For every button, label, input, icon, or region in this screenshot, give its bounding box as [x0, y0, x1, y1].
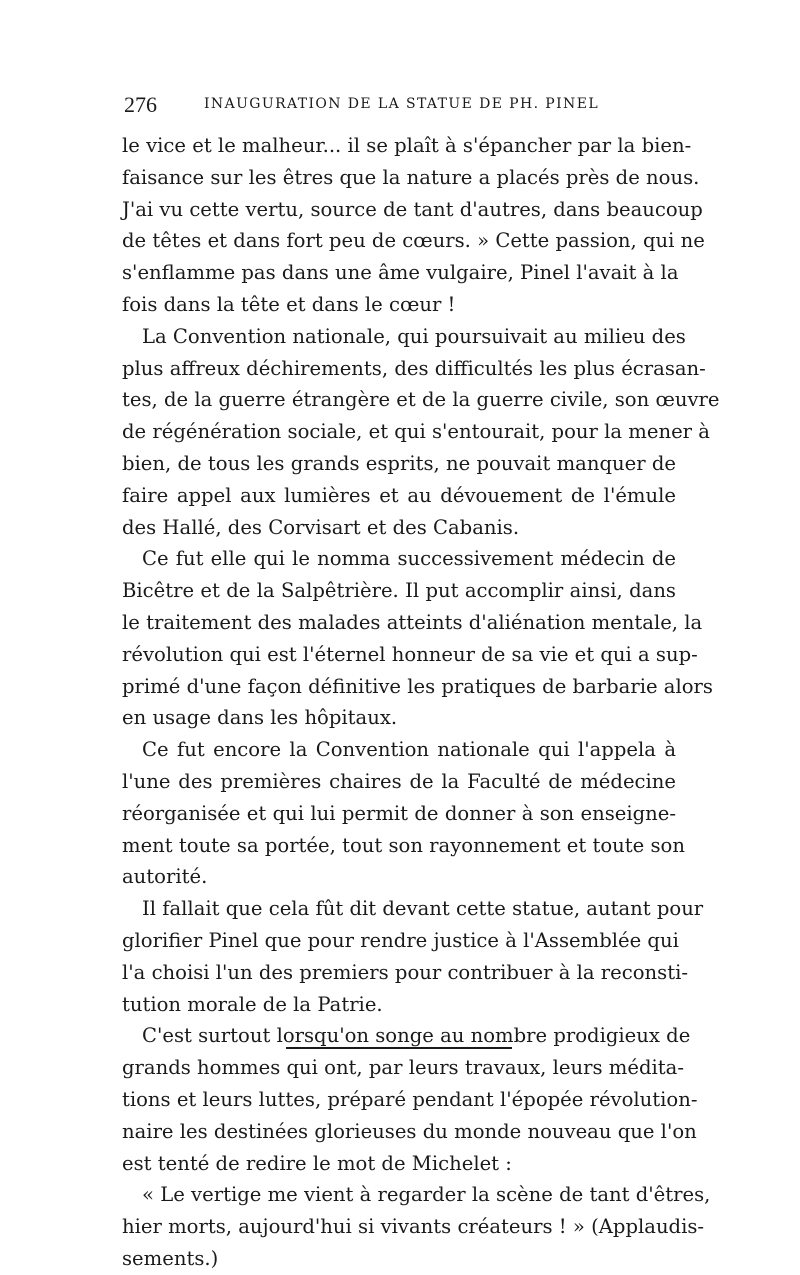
body-text	[122, 130, 720, 1275]
text-line: de têtes et dans fort peu de cœurs. » Cette passion, qui ne	[122, 229, 705, 253]
text-line: Ce fut encore la Convention nationale qui l'appela à	[142, 738, 676, 762]
text-line: Bicêtre et de la Salpêtrière. Il put accomplir ainsi, dans	[122, 579, 676, 603]
text-line: le traitement des malades atteints d'aliénation mentale, la	[122, 610, 703, 634]
text-line: glorifier Pinel que pour rendre justice à l'Assemblée qui	[122, 928, 679, 952]
text-line: grands hommes qui ont, par leurs travaux, leurs médita-	[122, 1056, 684, 1080]
text-line: en usage dans les hôpitaux.	[122, 706, 398, 730]
page-number: 276	[124, 92, 157, 117]
running-title: INAUGURATION DE LA STATUE DE PH. PINEL	[204, 96, 600, 112]
text-line: naire les destinées glorieuses du monde nouveau que l'on	[122, 1119, 697, 1143]
text-line: le vice et le malheur... il se plaît à s'épancher par la bien-	[122, 134, 692, 157]
text-line: C'est surtout lorsqu'on songe au nombre prodigieux de	[142, 1024, 691, 1048]
text-line: sements.)	[122, 1246, 219, 1270]
text-line: primé d'une façon définitive les pratiques de barbarie alors	[122, 674, 713, 698]
text-line: l'a choisi l'un des premiers pour contribuer à la reconsti-	[122, 960, 688, 984]
text-line: « Le vertige me vient à regarder la scène de tant d'êtres,	[142, 1183, 711, 1207]
text-line: l'une des premières chaires de la Faculté de médecine	[122, 769, 676, 793]
text-line: réorganisée et qui lui permit de donner à son enseigne-	[122, 801, 676, 825]
text-line: de régénération sociale, et qui s'entourait, pour la mener à	[122, 420, 710, 444]
text-line: tution morale de la Patrie.	[122, 992, 383, 1016]
text-line: faisance sur les êtres que la nature a placés près de nous.	[122, 165, 700, 189]
text-line: ment toute sa portée, tout son rayonnement et toute son	[122, 833, 685, 857]
text-line: faire appel aux lumières et au dévouement de l'émule	[122, 483, 676, 507]
text-line: révolution qui est l'éternel honneur de sa vie et qui a sup-	[122, 642, 698, 666]
text-line: Ce fut elle qui le nomma successivement médecin de	[142, 547, 676, 571]
text-line: hier morts, aujourd'hui si vivants créateurs ! » (Applaudis-	[122, 1215, 705, 1239]
text-line: des Hallé, des Corvisart et des Cabanis.	[122, 515, 520, 539]
text-line: Il fallait que cela fût dit devant cette statue, autant pour	[142, 897, 704, 921]
text-line: s'enflamme pas dans une âme vulgaire, Pinel l'avait à la	[122, 261, 679, 285]
text-line: autorité.	[122, 865, 208, 889]
text-line: fois dans la tête et dans le cœur !	[122, 292, 456, 316]
running-head	[124, 92, 672, 120]
text-line: tes, de la guerre étrangère et de la guerre civile, son œuvre	[122, 388, 720, 412]
text-line: est tenté de redire le mot de Michelet :	[122, 1151, 512, 1175]
text-line: J'ai vu cette vertu, source de tant d'autres, dans beaucoup	[122, 197, 703, 221]
text-line: La Convention nationale, qui poursuivait au milieu des	[142, 324, 686, 348]
text-line: tions et leurs luttes, préparé pendant l'épopée révolution-	[122, 1087, 698, 1111]
text-line: plus affreux déchirements, des difficultés les plus écrasan-	[122, 356, 706, 380]
text-line: bien, de tous les grands esprits, ne pouvait manquer de	[122, 451, 676, 475]
section-rule	[286, 1047, 512, 1049]
